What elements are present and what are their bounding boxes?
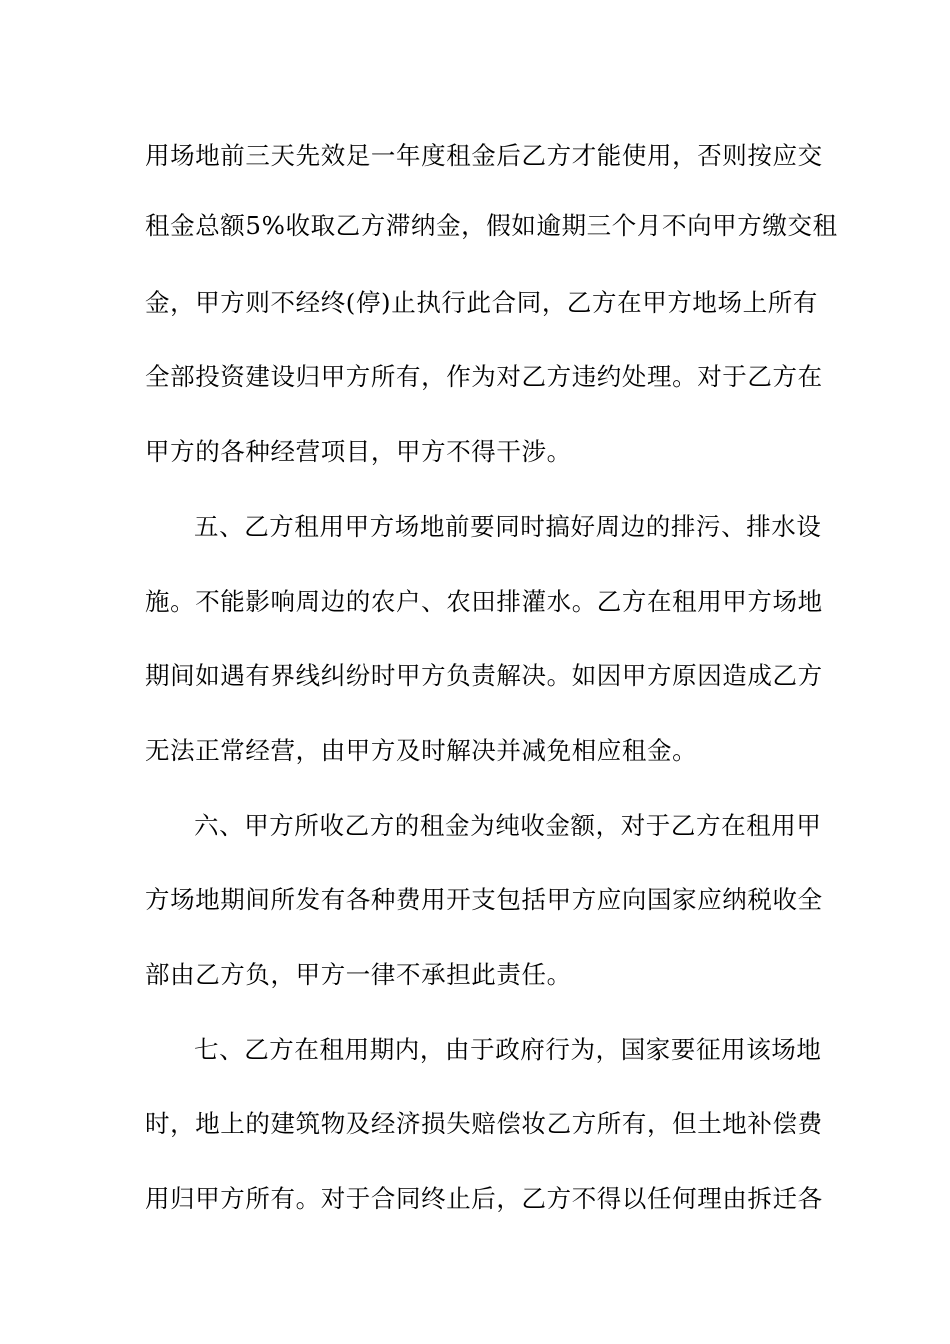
text-line: 方场地期间所发有各种费用开支包括甲方应向国家应纳税收全: [145, 885, 823, 914]
text-line: 用归甲方所有。对于合同终止后，乙方不得以任何理由拆迁各: [145, 1184, 823, 1213]
text-line: 甲方的各种经营项目，甲方不得干涉。: [145, 437, 572, 466]
text-line: 施。不能影响周边的农户、农田排灌水。乙方在租用甲方场地: [145, 587, 823, 616]
text-line: 全部投资建设归甲方所有，作为对乙方违约处理。对于乙方在: [145, 362, 823, 391]
text-line: 时，地上的建筑物及经济损失赔偿妆乙方所有，但土地补偿费: [145, 1109, 823, 1138]
text-line: 期间如遇有界线纠纷时甲方负责解决。如因甲方原因造成乙方: [145, 661, 823, 690]
text-line: 金，甲方则不经终(停)止执行此合同，乙方在甲方地场上所有: [145, 288, 818, 317]
text-line: 部由乙方负，甲方一律不承担此责任。: [145, 960, 572, 989]
paragraph-five-first-line: 五、乙方租用甲方场地前要同时搞好周边的排污、排水设: [194, 512, 822, 541]
text-line: 用场地前三天先效足一年度租金后乙方才能使用，否则按应交: [145, 141, 823, 170]
text-line: 租金总额5%收取乙方滞纳金，假如逾期三个月不向甲方缴交租: [145, 211, 838, 240]
paragraph-seven-first-line: 七、乙方在租用期内，由于政府行为，国家要征用该场地: [194, 1035, 822, 1064]
text-line: 无法正常经营，由甲方及时解决并减免相应租金。: [145, 736, 698, 765]
paragraph-six-first-line: 六、甲方所收乙方的租金为纯收金额，对于乙方在租用甲: [194, 811, 822, 840]
